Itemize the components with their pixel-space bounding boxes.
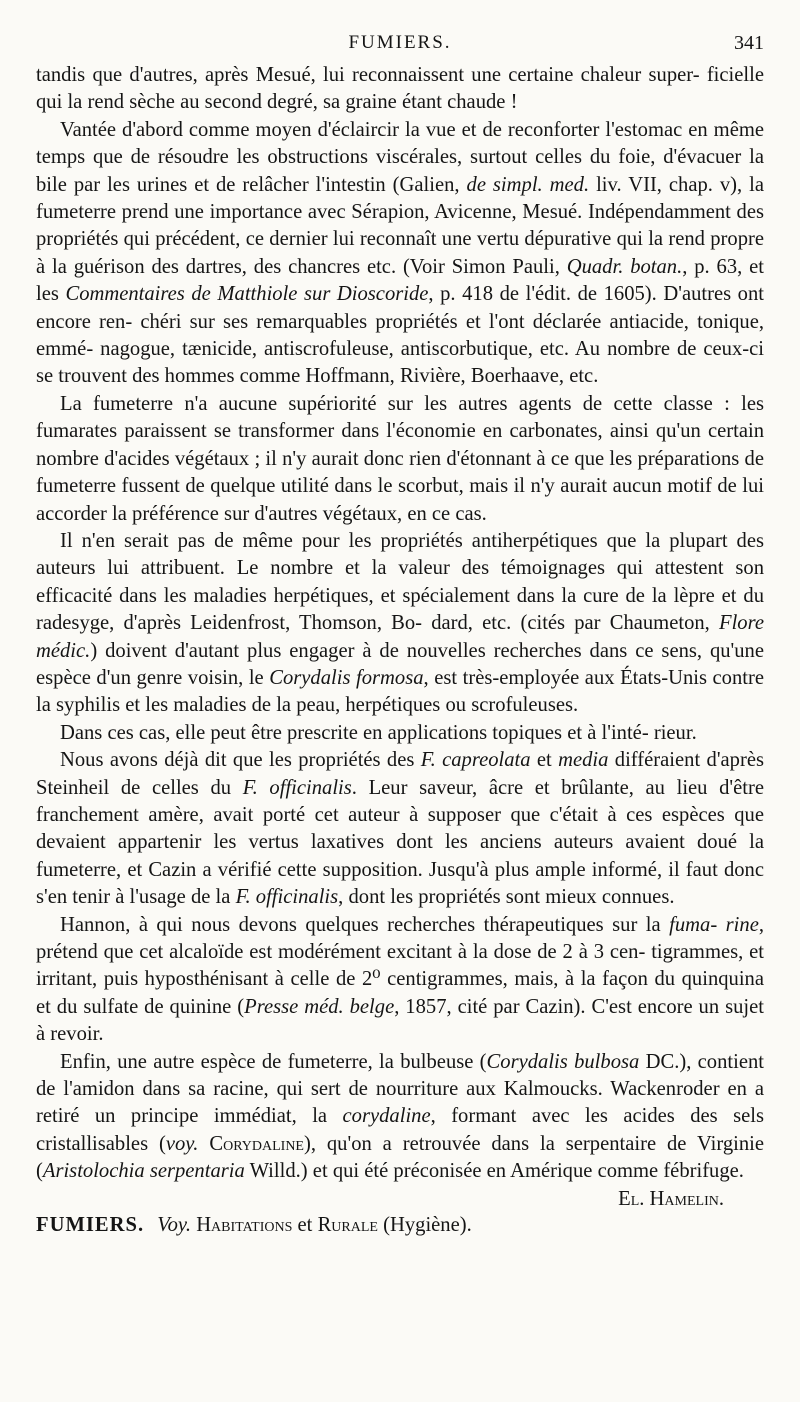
text-segment: Quadr. botan. bbox=[566, 255, 683, 278]
text-segment: , est très-employée aux États-Unis contre la syphilis et les maladies de la peau, herpétiques ou scrofuleuses. bbox=[36, 666, 764, 717]
entry-voy: Voy. bbox=[157, 1213, 192, 1236]
paragraph-p4 bbox=[36, 528, 764, 720]
text-segment: tandis que d'autres, après Mesué, lui reconnaissent une certaine chaleur super- ficielle qui la rend sèche au second degré, sa graine étant chaude ! bbox=[36, 64, 764, 114]
text-segment: Corydaline bbox=[209, 1132, 304, 1155]
entry-tail: (Hygiène). bbox=[377, 1213, 472, 1236]
entry-reference-rurale: Rurale bbox=[317, 1213, 378, 1236]
text-segment: Commentaires de Matthiole sur Dioscoride bbox=[65, 283, 429, 306]
cross-reference-entry bbox=[36, 1212, 764, 1239]
text-segment: Hannon, à qui nous devons quelques recherches thérapeutiques sur la bbox=[60, 913, 670, 936]
paragraph-p3 bbox=[36, 391, 764, 528]
text-segment: Flore médic. bbox=[36, 612, 764, 662]
text-segment: liv. VII, chap. v), la fumeterre prend une importance avec Sérapion, Avicenne, Mesué. Indépendamment des propriétés qui précédent, ce dernier lui reconnaît une vertu dépurative qui la rend propre à la guérison des dartres, des chancres etc. (Voir Simon Pauli, bbox=[36, 173, 764, 278]
text-segment: voy. bbox=[165, 1132, 199, 1155]
text-segment: différaient d'après Steinheil de celles du bbox=[36, 749, 764, 799]
text-segment: Nous avons déjà dit que les propriétés des bbox=[60, 749, 421, 772]
text-segment: et bbox=[530, 749, 559, 772]
entry-reference-habitations: Habitations bbox=[196, 1213, 293, 1236]
paragraph-p7 bbox=[36, 912, 764, 1049]
text-segment: . Leur saveur, âcre et brûlante, au lieu d'être franchement amère, avait porté cet auteur à supposer que c'était à ces espèces que devaient appartenir les vertus laxatives dont les anciens auteurs avaient doué la fumeterre, et Cazin a vérifié cette supposition. Jusqu'à plus ample informé, il faut donc s'en tenir à l'usage de la bbox=[36, 776, 764, 909]
text-segment: , p. 418 de l'édit. de 1605). D'autres ont encore ren- chéri sur ses remarquables propriétés et l'ont déclarée antiacide, tonique, emmé- nagogue, tænicide, antiscrofuleuse, antiscorbutique, etc. Au nombre de ceux-ci se trouvent des hommes comme Hoffmann, Rivière, Boerhaave, etc. bbox=[36, 283, 765, 388]
entry-headword: FUMIERS. bbox=[36, 1213, 145, 1236]
text-segment: Corydalis formosa bbox=[269, 666, 424, 689]
author-signature: El. Hamelin. bbox=[618, 1187, 724, 1210]
running-head bbox=[36, 32, 764, 58]
text-segment: Aristolochia serpentaria bbox=[42, 1160, 245, 1183]
text-segment: Vantée d'abord comme moyen d'éclaircir la vue et de reconforter l'estomac en même temps que de résoudre les obstructions viscérales, surtout celles du foie, d'évacuer la bile par les urines et de relâcher l'intestin (Galien, bbox=[36, 118, 764, 196]
paragraph-p1 bbox=[36, 62, 764, 117]
text-segment: Corydalis bulbosa bbox=[486, 1050, 640, 1073]
text-segment: , p. 63, et les bbox=[36, 255, 764, 306]
text-segment: media bbox=[558, 749, 609, 772]
text-segment: , prétend que cet alcaloïde est modérément excitant à la dose de 2 à 3 cen- tigrammes, et irritant, puis hyposthénisant à celle de 2⁰ centigrammes, mais, à la façon du quinquina et du sulfate de quinine ( bbox=[36, 913, 764, 1018]
text-segment: corydaline bbox=[342, 1105, 431, 1128]
text-segment: ) doivent d'autant plus engager à de nouvelles recherches dans ce sens, qu'une espèce d'un genre voisin, le bbox=[36, 639, 764, 689]
text-segment: DC.), contient de l'amidon dans sa racine, qui sert de nourriture aux Kalmoucks. Wackenroder en a retiré un principe immédiat, la bbox=[36, 1050, 764, 1128]
text-segment: F. capreolata bbox=[420, 749, 531, 772]
text-segment: F. officinalis bbox=[242, 776, 352, 799]
running-title: FUMIERS. bbox=[348, 32, 452, 53]
text-segment: Presse méd. belge bbox=[244, 995, 395, 1018]
entry-conjunction: et bbox=[292, 1213, 318, 1236]
text-segment: , dont les propriétés sont mieux connues. bbox=[338, 886, 675, 909]
text-segment: F. officinalis bbox=[235, 886, 339, 909]
text-segment: de simpl. med. bbox=[466, 173, 590, 196]
page-number: 341 bbox=[734, 32, 764, 54]
text-segment: Enfin, une autre espèce de fumeterre, la bulbeuse ( bbox=[60, 1050, 487, 1073]
text-segment bbox=[198, 1133, 209, 1155]
paragraph-p5 bbox=[36, 720, 764, 747]
article-body bbox=[36, 62, 765, 1210]
paragraph-p6 bbox=[36, 747, 764, 911]
text-segment: Willd.) et qui été préconisée en Amérique comme fébrifuge. bbox=[244, 1160, 744, 1183]
text-segment: Il n'en serait pas de même pour les propriétés antiherpétiques que la plupart des auteurs lui attribuent. Le nombre et la valeur des témoignages qui attestent son efficacité dans les maladies herpétiques, et spécialement dans la cure de la lèpre et du radesyge, d'après Leidenfrost, Thomson, Bo- dard, etc. (cités par Chaumeton, bbox=[36, 529, 764, 635]
text-segment: ), qu'on a retrouvée dans la serpentaire de Virginie ( bbox=[36, 1132, 764, 1183]
text-segment: fuma- rine bbox=[669, 913, 759, 936]
text-segment: , 1857, cité par Cazin). C'est encore un sujet à revoir. bbox=[36, 995, 764, 1046]
paragraph-p8 bbox=[36, 1049, 765, 1210]
text-segment: , formant avec les acides des sels cristallisables ( bbox=[36, 1105, 765, 1155]
paragraph-p2 bbox=[36, 117, 764, 391]
text-segment: La fumeterre n'a aucune supériorité sur les autres agents de cette classe : les fumarates paraissent se transformer dans l'économie en carbonates, ainsi qu'un certain nombre d'acides végétaux ; il n'y aurait donc rien d'étonnant à ce que les préparations de fumeterre fussent de quelque utilité dans le scorbut, mais il n'y aurait aucun motif de lui accorder la préférence sur d'autres végétaux, en ce cas. bbox=[36, 392, 764, 525]
text-segment: Dans ces cas, elle peut être prescrite en applications topiques et à l'inté- rieur. bbox=[60, 721, 697, 744]
